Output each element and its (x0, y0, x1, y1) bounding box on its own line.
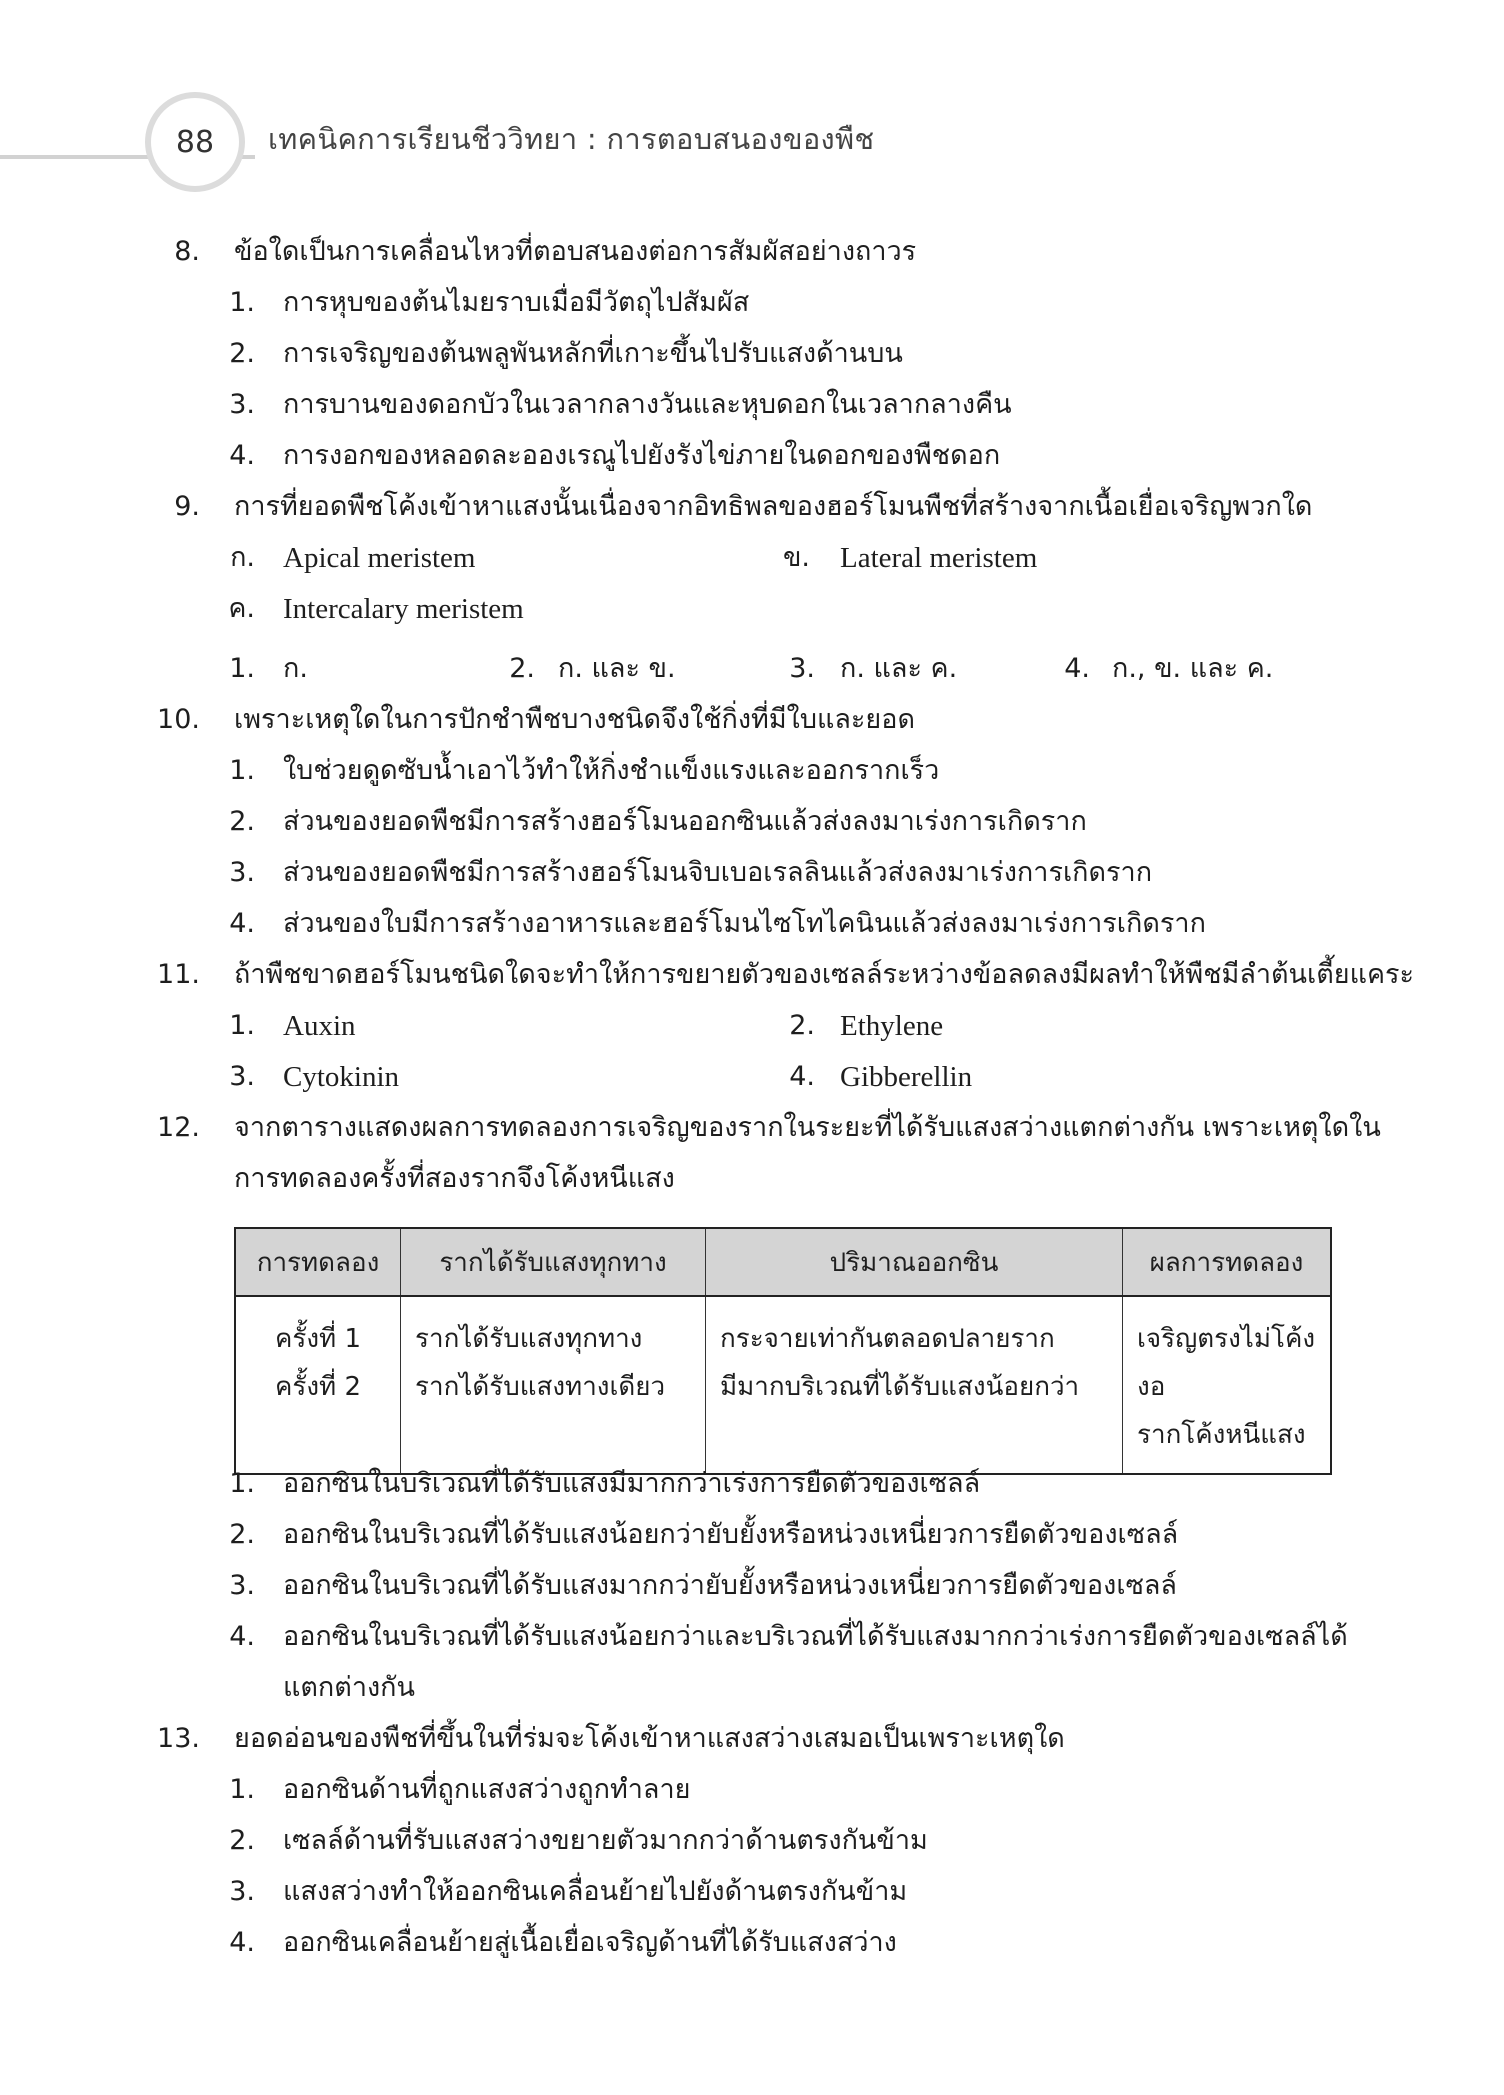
choice-text: Intercalary meristem (283, 593, 524, 625)
option-number: 1. (229, 1010, 255, 1041)
option-text: ออกซินในบริเวณที่ได้รับแสงน้อยกว่ายับยั้งหรือหน่วงเหนี่ยวการยืดตัวของเซลล์ (283, 1519, 1179, 1550)
running-title: เทคนิคการเรียนชีววิทยา : การตอบสนองของพืช (268, 122, 875, 156)
option-text: Cytokinin (283, 1061, 400, 1093)
question-text-line-2: การทดลองครั้งที่สองรากจึงโค้งหนีแสง (234, 1163, 675, 1194)
question-text: การที่ยอดพืชโค้งเข้าหาแสงนั้นเนื่องจากอิทธิพลของฮอร์โมนพืชที่สร้างจากเนื้อเยื่อเจริญพวกใด (234, 491, 1313, 522)
table-row (235, 1296, 1331, 1474)
table-cell (401, 1296, 706, 1474)
option-number: 3. (229, 389, 255, 420)
option-text: ก. และ ค. (840, 653, 958, 684)
option-number: 1. (229, 1774, 255, 1805)
option-text: ส่วนของใบมีการสร้างอาหารและฮอร์โมนไซโทไคนินแล้วส่งลงมาเร่งการเกิดราก (283, 908, 1206, 939)
question-number: 9. (174, 491, 200, 522)
table-header: ปริมาณออกซิน (706, 1228, 1123, 1296)
question-number: 8. (174, 236, 200, 267)
option-text: การเจริญของต้นพลูพันหลักที่เกาะขึ้นไปรับแสงด้านบน (283, 338, 903, 369)
option-number: 3. (789, 653, 815, 684)
question-number: 11. (157, 959, 200, 990)
option-text: แสงสว่างทำให้ออกซินเคลื่อนย้ายไปยังด้านตรงกันข้าม (283, 1876, 908, 1907)
option-number: 2. (229, 338, 255, 369)
option-number: 3. (229, 857, 255, 888)
option-text: การหุบของต้นไมยราบเมื่อมีวัตถุไปสัมผัส (283, 287, 750, 318)
option-text: ส่วนของยอดพืชมีการสร้างฮอร์โมนจิบเบอเรลลินแล้วส่งลงมาเร่งการเกิดราก (283, 857, 1153, 888)
cell-line: มีมากบริเวณที่ได้รับแสงน้อยกว่า (720, 1372, 1080, 1402)
table-header: การทดลอง (235, 1228, 401, 1296)
option-text: ออกซินด้านที่ถูกแสงสว่างถูกทำลาย (283, 1774, 691, 1805)
option-number: 4. (789, 1061, 815, 1092)
option-text: การบานของดอกบัวในเวลากลางวันและหุบดอกในเวลากลางคืน (283, 389, 1012, 420)
question-text: ข้อใดเป็นการเคลื่อนไหวที่ตอบสนองต่อการสัมผัสอย่างถาวร (234, 236, 917, 267)
question-text: เพราะเหตุใดในการปักชำพืชบางชนิดจึงใช้กิ่งที่มีใบและยอด (234, 704, 915, 735)
option-number: 3. (229, 1061, 255, 1092)
option-text: เซลล์ด้านที่รับแสงสว่างขยายตัวมากกว่าด้านตรงกันข้าม (283, 1825, 928, 1856)
table-cell (235, 1296, 401, 1474)
choice-letter: ค. (228, 593, 255, 624)
option-number: 2. (229, 1519, 255, 1550)
option-number: 2. (789, 1010, 815, 1041)
question-number: 13. (157, 1723, 200, 1754)
option-number: 4. (229, 1621, 255, 1652)
option-text: ออกซินในบริเวณที่ได้รับแสงน้อยกว่าและบริเวณที่ได้รับแสงมากกว่าเร่งการยืดตัวของเซลล์ได้ (283, 1621, 1348, 1652)
cell-line: เจริญตรงไม่โค้งงอ (1137, 1324, 1316, 1402)
option-text: Ethylene (840, 1010, 944, 1042)
table-header: รากได้รับแสงทุกทาง (401, 1228, 706, 1296)
choice-letter: ข. (782, 542, 810, 573)
choice-text: Lateral meristem (840, 542, 1038, 574)
option-text-continued: แตกต่างกัน (283, 1672, 415, 1703)
option-text: ใบช่วยดูดซับน้ำเอาไว้ทำให้กิ่งชำแข็งแรงและออกรากเร็ว (283, 755, 940, 786)
option-text: ก. และ ข. (558, 653, 676, 684)
cell-line: รากได้รับแสงทุกทาง (415, 1324, 643, 1354)
option-number: 4. (229, 908, 255, 939)
option-text: Auxin (283, 1010, 356, 1042)
option-number: 3. (229, 1876, 255, 1907)
option-text: ออกซินในบริเวณที่ได้รับแสงมากกว่ายับยั้งหรือหน่วงเหนี่ยวการยืดตัวของเซลล์ (283, 1570, 1177, 1601)
option-number: 4. (1064, 653, 1090, 684)
question-number: 12. (157, 1112, 200, 1143)
table-header: ผลการทดลอง (1123, 1228, 1332, 1296)
choice-text: Apical meristem (283, 542, 476, 574)
cell-line: กระจายเท่ากันตลอดปลายราก (720, 1324, 1055, 1354)
option-text: Gibberellin (840, 1061, 973, 1093)
cell-line: รากได้รับแสงทางเดียว (415, 1372, 666, 1402)
option-number: 3. (229, 1570, 255, 1601)
option-text: ส่วนของยอดพืชมีการสร้างฮอร์โมนออกซินแล้วส่งลงมาเร่งการเกิดราก (283, 806, 1087, 837)
cell-line: รากโค้งหนีแสง (1137, 1420, 1306, 1450)
page-header (0, 0, 1504, 190)
cell-line: ครั้งที่ 1 (275, 1324, 361, 1354)
cell-line: ครั้งที่ 2 (275, 1372, 361, 1402)
question-number: 10. (157, 704, 200, 735)
option-number: 1. (229, 755, 255, 786)
option-number: 1. (229, 287, 255, 318)
option-number: 2. (229, 806, 255, 837)
table-cell (1123, 1296, 1332, 1474)
option-text: การงอกของหลอดละอองเรณูไปยังรังไข่ภายในดอกของพืชดอก (283, 440, 1001, 471)
option-number: 2. (509, 653, 535, 684)
option-text: ออกซินเคลื่อนย้ายสู่เนื้อเยื่อเจริญด้านที่ได้รับแสงสว่าง (283, 1927, 897, 1958)
question-text: ยอดอ่อนของพืชที่ขึ้นในที่ร่มจะโค้งเข้าหาแสงสว่างเสมอเป็นเพราะเหตุใด (234, 1723, 1065, 1754)
page-number-badge (145, 92, 245, 192)
option-number: 4. (229, 440, 255, 471)
page-number: 88 (175, 124, 215, 160)
option-number: 1. (229, 1468, 255, 1499)
experiment-table (234, 1227, 1332, 1475)
table-header-row (235, 1228, 1331, 1296)
option-number: 1. (229, 653, 255, 684)
choice-letter: ก. (230, 542, 255, 573)
question-text: ถ้าพืชขาดฮอร์โมนชนิดใดจะทำให้การขยายตัวของเซลล์ระหว่างข้อลดลงมีผลทำให้พืชมีลำต้นเตี้ยแคระ (234, 959, 1415, 990)
option-number: 4. (229, 1927, 255, 1958)
question-text-line-1: จากตารางแสดงผลการทดลองการเจริญของรากในระยะที่ได้รับแสงสว่างแตกต่างกัน เพราะเหตุใดใน (234, 1112, 1381, 1143)
option-number: 2. (229, 1825, 255, 1856)
option-text: ออกซินในบริเวณที่ได้รับแสงมีมากกว่าเร่งการยืดตัวของเซลล์ (283, 1468, 981, 1499)
table-cell (706, 1296, 1123, 1474)
option-text: ก. (283, 653, 308, 684)
option-text: ก., ข. และ ค. (1112, 653, 1274, 684)
